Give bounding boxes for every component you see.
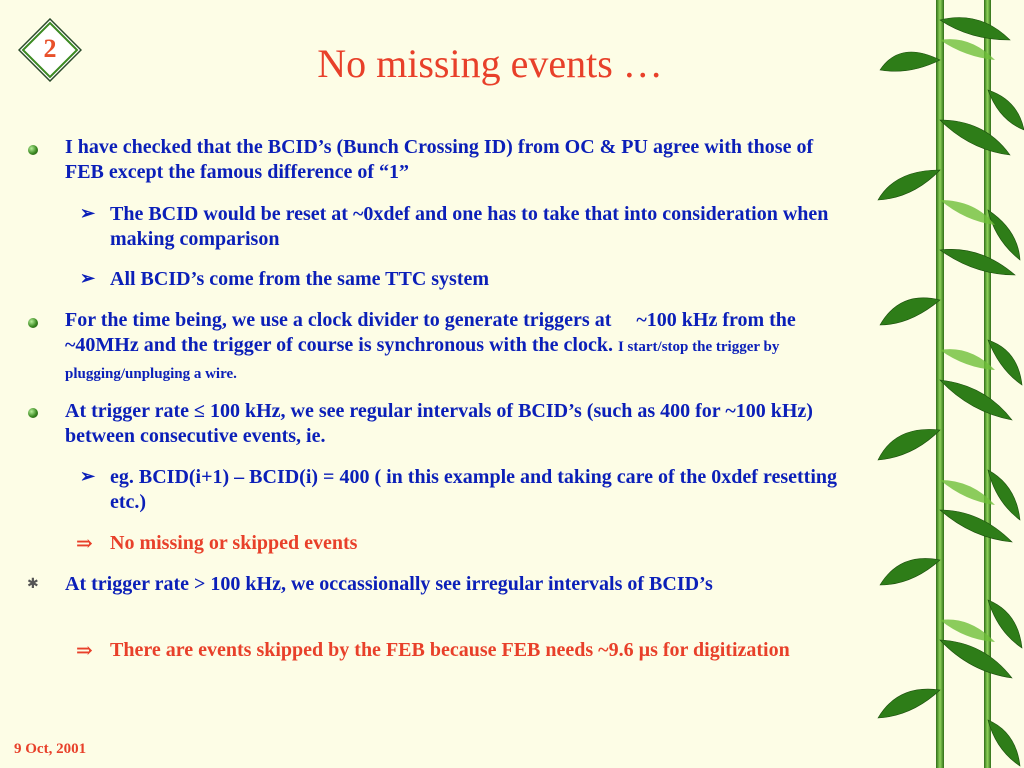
- bullet-bcid-check: I have checked that the BCID’s (Bunch Crossing ID) from OC & PU agree with those of FEB except the famous difference of “1”: [65, 136, 814, 183]
- footer-date: 9 Oct, 2001: [14, 741, 87, 757]
- bullet-regular-intervals: At trigger rate ≤ 100 kHz, we see regular intervals of BCID’s (such as 400 for ~100 kHz) between consecutive events, ie.: [65, 400, 813, 447]
- clock-divider-text: For the time being, we use a clock divider to generate triggers at ~100 kHz from the ~40MHz and the trigger of course is synchronous with the clock.: [65, 309, 801, 356]
- bullet-irregular-intervals: At trigger rate > 100 kHz, we occassionally see irregular intervals of BCID’s: [65, 573, 713, 595]
- result-no-missing: No missing or skipped events: [110, 532, 358, 554]
- bamboo-decoration-image: [876, 0, 1024, 768]
- sub-bullet-ttc-system: All BCID’s come from the same TTC system: [110, 268, 490, 290]
- implies-arrow-icon: ⇒: [76, 533, 93, 555]
- arrow-bullet-icon: ➢: [80, 466, 96, 486]
- clock-divider-note: I start/stop the trigger by plugging/unpluging a wire.: [65, 339, 780, 382]
- bullet-icon: [28, 318, 38, 328]
- star-bullet-icon: ✱: [27, 577, 39, 592]
- implies-arrow-icon: ⇒: [76, 640, 93, 662]
- slide-number-badge: [18, 18, 82, 82]
- sub-bullet-bcid-example: eg. BCID(i+1) – BCID(i) = 400 ( in this example and taking care of the 0xdef resetting etc.): [110, 466, 838, 513]
- bullet-icon: [28, 408, 38, 418]
- bullet-icon: [28, 145, 38, 155]
- slide-number: 2: [43, 34, 57, 63]
- arrow-bullet-icon: ➢: [80, 203, 96, 223]
- sub-bullet-bcid-reset: The BCID would be reset at ~0xdef and one has to take that into consideration when making comparison: [110, 203, 829, 250]
- result-events-skipped: There are events skipped by the FEB because FEB needs ~9.6 µs for digitization: [110, 639, 790, 661]
- slide-title: No missing events …: [317, 41, 663, 86]
- bullet-clock-divider: [65, 308, 855, 387]
- arrow-bullet-icon: ➢: [80, 268, 96, 288]
